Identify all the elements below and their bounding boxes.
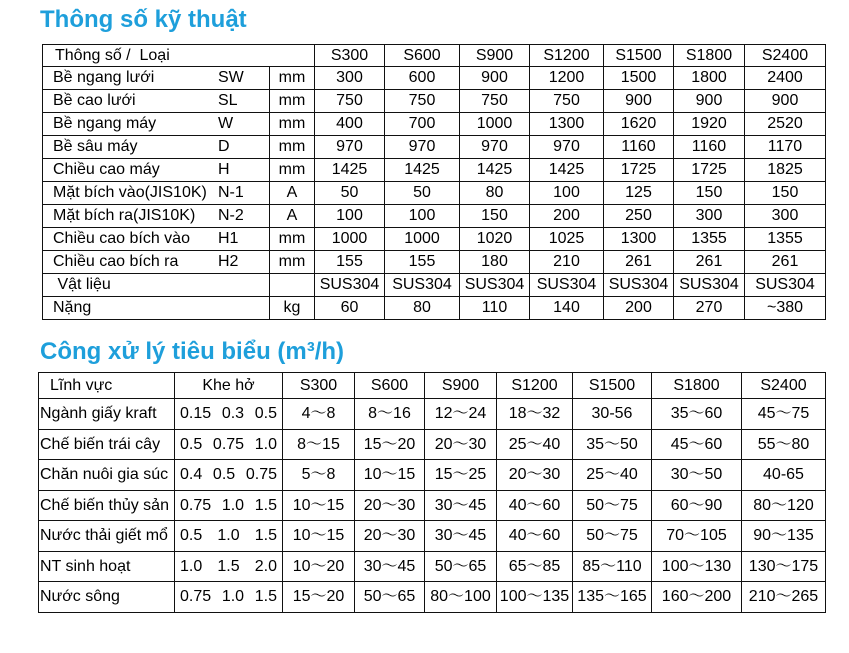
spec-value: 100 [315, 205, 385, 228]
gap-value: 0.5 [212, 466, 236, 483]
gap-value: 0.5 [254, 405, 277, 422]
gap-value: 0.5 [180, 435, 203, 453]
spec-value: 210 [530, 251, 604, 274]
capacity-value: 85～110 [573, 552, 652, 583]
spec-row [43, 113, 826, 136]
capacity-value: 135～165 [573, 582, 652, 613]
spec-param-name: Mặt bích vào(JIS10K) [43, 182, 208, 205]
spec-model-header: S600 [385, 45, 460, 67]
capacity-value: 10～15 [283, 521, 355, 552]
spec-param-unit: mm [270, 251, 315, 274]
capacity-value: 35～60 [652, 399, 742, 430]
capacity-gap-cell [175, 582, 283, 613]
capacity-gap-cell [175, 430, 283, 461]
spec-value: 50 [315, 182, 385, 205]
spec-value: 1355 [674, 228, 745, 251]
spec-value: 200 [530, 205, 604, 228]
capacity-model-header: S300 [283, 373, 355, 399]
capacity-value: 10～15 [355, 460, 425, 491]
spec-param-symbol: H [208, 159, 270, 182]
gap-value: 0.5 [180, 527, 203, 544]
spec-value: 1200 [530, 67, 604, 90]
gap-value: 0.4 [180, 466, 203, 483]
spec-value: 155 [315, 251, 385, 274]
capacity-table [38, 372, 826, 613]
spec-value: 900 [674, 90, 745, 113]
spec-value: 261 [745, 251, 826, 274]
spec-param-unit: mm [270, 90, 315, 113]
capacity-value: 25～40 [573, 460, 652, 491]
spec-param-symbol: N-2 [208, 205, 270, 228]
gap-value: 1.0 [221, 496, 245, 514]
spec-value: 200 [604, 297, 674, 320]
gap-value: 0.75 [180, 588, 212, 605]
spec-value: 80 [385, 297, 460, 320]
spec-value: 1425 [530, 159, 604, 182]
capacity-value: 45～75 [742, 399, 826, 430]
capacity-value: 18～32 [497, 399, 573, 430]
spec-value: 60 [315, 297, 385, 320]
spec-value: 250 [604, 205, 674, 228]
gap-value: 0.3 [221, 405, 245, 422]
capacity-value: 45～60 [652, 430, 742, 461]
spec-param-name: Bề sâu máy [43, 136, 208, 159]
spec-value: 155 [385, 251, 460, 274]
spec-value: 2400 [745, 67, 826, 90]
spec-param-name: Chiều cao bích vào [43, 228, 208, 251]
spec-value: 1020 [460, 228, 530, 251]
capacity-row [39, 430, 826, 461]
spec-param-name: Bề cao lưới [43, 90, 208, 113]
capacity-value: 8～15 [283, 430, 355, 461]
spec-param-name: Mặt bích ra(JIS10K) [43, 205, 208, 228]
capacity-value: 90～135 [742, 521, 826, 552]
gap-value: 0.75 [212, 435, 245, 453]
spec-row [43, 90, 826, 113]
capacity-value: 30～45 [425, 491, 497, 522]
spec-value: 750 [385, 90, 460, 113]
capacity-value: 4～8 [283, 399, 355, 430]
capacity-value: 80～120 [742, 491, 826, 522]
capacity-field-name: Chăn nuôi gia súc [39, 460, 175, 491]
spec-value: 100 [385, 205, 460, 228]
spec-value: 1800 [674, 67, 745, 90]
spec-param-unit: mm [270, 113, 315, 136]
capacity-value: 30～45 [355, 552, 425, 583]
spec-value: 150 [674, 182, 745, 205]
capacity-value: 55～80 [742, 430, 826, 461]
spec-header-row [43, 45, 826, 67]
spec-value: 1300 [604, 228, 674, 251]
spec-value: 750 [530, 90, 604, 113]
capacity-value: 35～50 [573, 430, 652, 461]
capacity-gap-cell [175, 521, 283, 552]
gap-value: 0.15 [180, 405, 212, 422]
spec-value: 50 [385, 182, 460, 205]
spec-param-symbol: SL [208, 90, 270, 113]
spec-value: 1000 [385, 228, 460, 251]
spec-value: 1160 [674, 136, 745, 159]
spec-header-label: Thông số / Loại [43, 45, 315, 67]
spec-value: 150 [745, 182, 826, 205]
spec-param-unit: A [270, 182, 315, 205]
spec-param-name: Nặng [43, 297, 208, 320]
capacity-value: 20～30 [497, 460, 573, 491]
capacity-field-name: Ngành giấy kraft [39, 399, 175, 430]
capacity-value: 210～265 [742, 582, 826, 613]
spec-value: 270 [674, 297, 745, 320]
capacity-header-field: Lĩnh vực [39, 373, 175, 399]
capacity-row [39, 491, 826, 522]
capacity-value: 20～30 [425, 430, 497, 461]
capacity-value: 25～40 [497, 430, 573, 461]
spec-param-unit: mm [270, 67, 315, 90]
capacity-value: 50～65 [355, 582, 425, 613]
spec-table [42, 44, 826, 320]
spec-value: 700 [385, 113, 460, 136]
spec-param-symbol [208, 274, 270, 297]
spec-value: 1355 [745, 228, 826, 251]
capacity-value: 65～85 [497, 552, 573, 583]
spec-value: 110 [460, 297, 530, 320]
capacity-header-gap: Khe hở [175, 373, 283, 399]
spec-value: 1300 [530, 113, 604, 136]
spec-param-symbol: D [208, 136, 270, 159]
capacity-value: 40～60 [497, 521, 573, 552]
capacity-value: 40～60 [497, 491, 573, 522]
capacity-field-name: Chế biến thủy sản [39, 491, 175, 522]
spec-param-unit: A [270, 205, 315, 228]
capacity-value: 30-56 [573, 399, 652, 430]
spec-param-unit: mm [270, 159, 315, 182]
capacity-value: 130～175 [742, 552, 826, 583]
spec-param-symbol: SW [208, 67, 270, 90]
spec-value: 1425 [460, 159, 530, 182]
capacity-row [39, 552, 826, 583]
spec-value: SUS304 [530, 274, 604, 297]
capacity-value: 60～90 [652, 491, 742, 522]
capacity-section-title: Công xử lý tiêu biểu (m³/h) [40, 338, 345, 365]
gap-value: 1.0 [217, 527, 240, 544]
gap-value: 2.0 [254, 557, 277, 575]
capacity-value: 70～105 [652, 521, 742, 552]
spec-value: 970 [460, 136, 530, 159]
gap-value: 1.5 [254, 588, 277, 605]
spec-value: 1000 [460, 113, 530, 136]
capacity-gap-cell [175, 399, 283, 430]
spec-value: 970 [385, 136, 460, 159]
spec-row [43, 159, 826, 182]
spec-model-header: S300 [315, 45, 385, 67]
spec-param-symbol [208, 297, 270, 320]
spec-value: 400 [315, 113, 385, 136]
spec-param-unit: mm [270, 228, 315, 251]
spec-param-symbol: H1 [208, 228, 270, 251]
capacity-header-row [39, 373, 826, 399]
spec-value: 1500 [604, 67, 674, 90]
spec-value: 80 [460, 182, 530, 205]
spec-value: 1725 [604, 159, 674, 182]
spec-value: 970 [530, 136, 604, 159]
spec-value: 300 [315, 67, 385, 90]
spec-value: 300 [745, 205, 826, 228]
capacity-value: 10～15 [283, 491, 355, 522]
capacity-value: 5～8 [283, 460, 355, 491]
capacity-value: 15～20 [283, 582, 355, 613]
spec-value: 125 [604, 182, 674, 205]
spec-row [43, 67, 826, 90]
spec-value: 1620 [604, 113, 674, 136]
capacity-gap-cell [175, 460, 283, 491]
spec-value: 1725 [674, 159, 745, 182]
spec-value: SUS304 [604, 274, 674, 297]
spec-row [43, 251, 826, 274]
capacity-value: 40-65 [742, 460, 826, 491]
capacity-model-header: S2400 [742, 373, 826, 399]
capacity-field-name: NT sinh hoạt [39, 552, 175, 583]
gap-value: 1.5 [254, 527, 277, 544]
spec-model-header: S1800 [674, 45, 745, 67]
gap-value: 1.0 [180, 557, 203, 575]
capacity-value: 160～200 [652, 582, 742, 613]
spec-value: 970 [315, 136, 385, 159]
capacity-row [39, 582, 826, 613]
spec-value: 140 [530, 297, 604, 320]
spec-value: 2520 [745, 113, 826, 136]
spec-value: SUS304 [315, 274, 385, 297]
spec-value: ~380 [745, 297, 826, 320]
spec-param-name: Chiều cao bích ra [43, 251, 208, 274]
spec-row [43, 182, 826, 205]
spec-param-name: Bề ngang máy [43, 113, 208, 136]
spec-param-name: Vật liệu [43, 274, 208, 297]
spec-value: 1025 [530, 228, 604, 251]
capacity-field-name: Nước thải giết mổ [39, 521, 175, 552]
spec-value: 750 [460, 90, 530, 113]
spec-param-name: Chiều cao máy [43, 159, 208, 182]
capacity-value: 30～45 [425, 521, 497, 552]
gap-value: 1.0 [254, 435, 277, 453]
capacity-value: 50～65 [425, 552, 497, 583]
capacity-value: 15～25 [425, 460, 497, 491]
capacity-model-header: S1800 [652, 373, 742, 399]
capacity-gap-cell [175, 552, 283, 583]
capacity-value: 20～30 [355, 521, 425, 552]
spec-value: 1000 [315, 228, 385, 251]
spec-row [43, 136, 826, 159]
spec-value: SUS304 [385, 274, 460, 297]
capacity-model-header: S1200 [497, 373, 573, 399]
capacity-model-header: S600 [355, 373, 425, 399]
capacity-value: 100～135 [497, 582, 573, 613]
gap-value: 1.5 [254, 496, 277, 514]
spec-model-header: S1500 [604, 45, 674, 67]
spec-value: 300 [674, 205, 745, 228]
capacity-value: 10～20 [283, 552, 355, 583]
spec-param-symbol: W [208, 113, 270, 136]
spec-param-name: Bề ngang lưới [43, 67, 208, 90]
gap-value: 1.0 [221, 588, 245, 605]
gap-value: 0.75 [245, 466, 277, 483]
spec-param-symbol: N-1 [208, 182, 270, 205]
spec-model-header: S900 [460, 45, 530, 67]
capacity-value: 50～75 [573, 521, 652, 552]
spec-value: 600 [385, 67, 460, 90]
capacity-value: 100～130 [652, 552, 742, 583]
spec-value: 900 [460, 67, 530, 90]
spec-row [43, 205, 826, 228]
spec-value: 1170 [745, 136, 826, 159]
spec-value: 1920 [674, 113, 745, 136]
spec-value: 100 [530, 182, 604, 205]
spec-value: 750 [315, 90, 385, 113]
capacity-model-header: S1500 [573, 373, 652, 399]
spec-value: 261 [674, 251, 745, 274]
capacity-row [39, 399, 826, 430]
spec-value: SUS304 [674, 274, 745, 297]
spec-value: 900 [745, 90, 826, 113]
spec-model-header: S1200 [530, 45, 604, 67]
capacity-field-name: Chế biến trái cây [39, 430, 175, 461]
capacity-value: 50～75 [573, 491, 652, 522]
spec-value: 261 [604, 251, 674, 274]
capacity-row [39, 460, 826, 491]
capacity-value: 15～20 [355, 430, 425, 461]
spec-row [43, 274, 826, 297]
capacity-value: 20～30 [355, 491, 425, 522]
capacity-gap-cell [175, 491, 283, 522]
spec-value: 180 [460, 251, 530, 274]
spec-value: 1160 [604, 136, 674, 159]
spec-value: 150 [460, 205, 530, 228]
gap-value: 0.75 [180, 496, 212, 514]
spec-param-symbol: H2 [208, 251, 270, 274]
spec-value: 1425 [315, 159, 385, 182]
spec-row [43, 297, 826, 320]
capacity-row [39, 521, 826, 552]
spec-model-header: S2400 [745, 45, 826, 67]
capacity-value: 12～24 [425, 399, 497, 430]
spec-value: 900 [604, 90, 674, 113]
capacity-value: 30～50 [652, 460, 742, 491]
capacity-value: 80～100 [425, 582, 497, 613]
capacity-model-header: S900 [425, 373, 497, 399]
spec-param-unit: kg [270, 297, 315, 320]
gap-value: 1.5 [217, 557, 240, 575]
spec-value: SUS304 [745, 274, 826, 297]
spec-section-title: Thông số kỹ thuật [40, 6, 247, 33]
spec-value: SUS304 [460, 274, 530, 297]
spec-row [43, 228, 826, 251]
spec-value: 1825 [745, 159, 826, 182]
spec-value: 1425 [385, 159, 460, 182]
capacity-value: 8～16 [355, 399, 425, 430]
capacity-field-name: Nước sông [39, 582, 175, 613]
spec-param-unit: mm [270, 136, 315, 159]
spec-param-unit [270, 274, 315, 297]
